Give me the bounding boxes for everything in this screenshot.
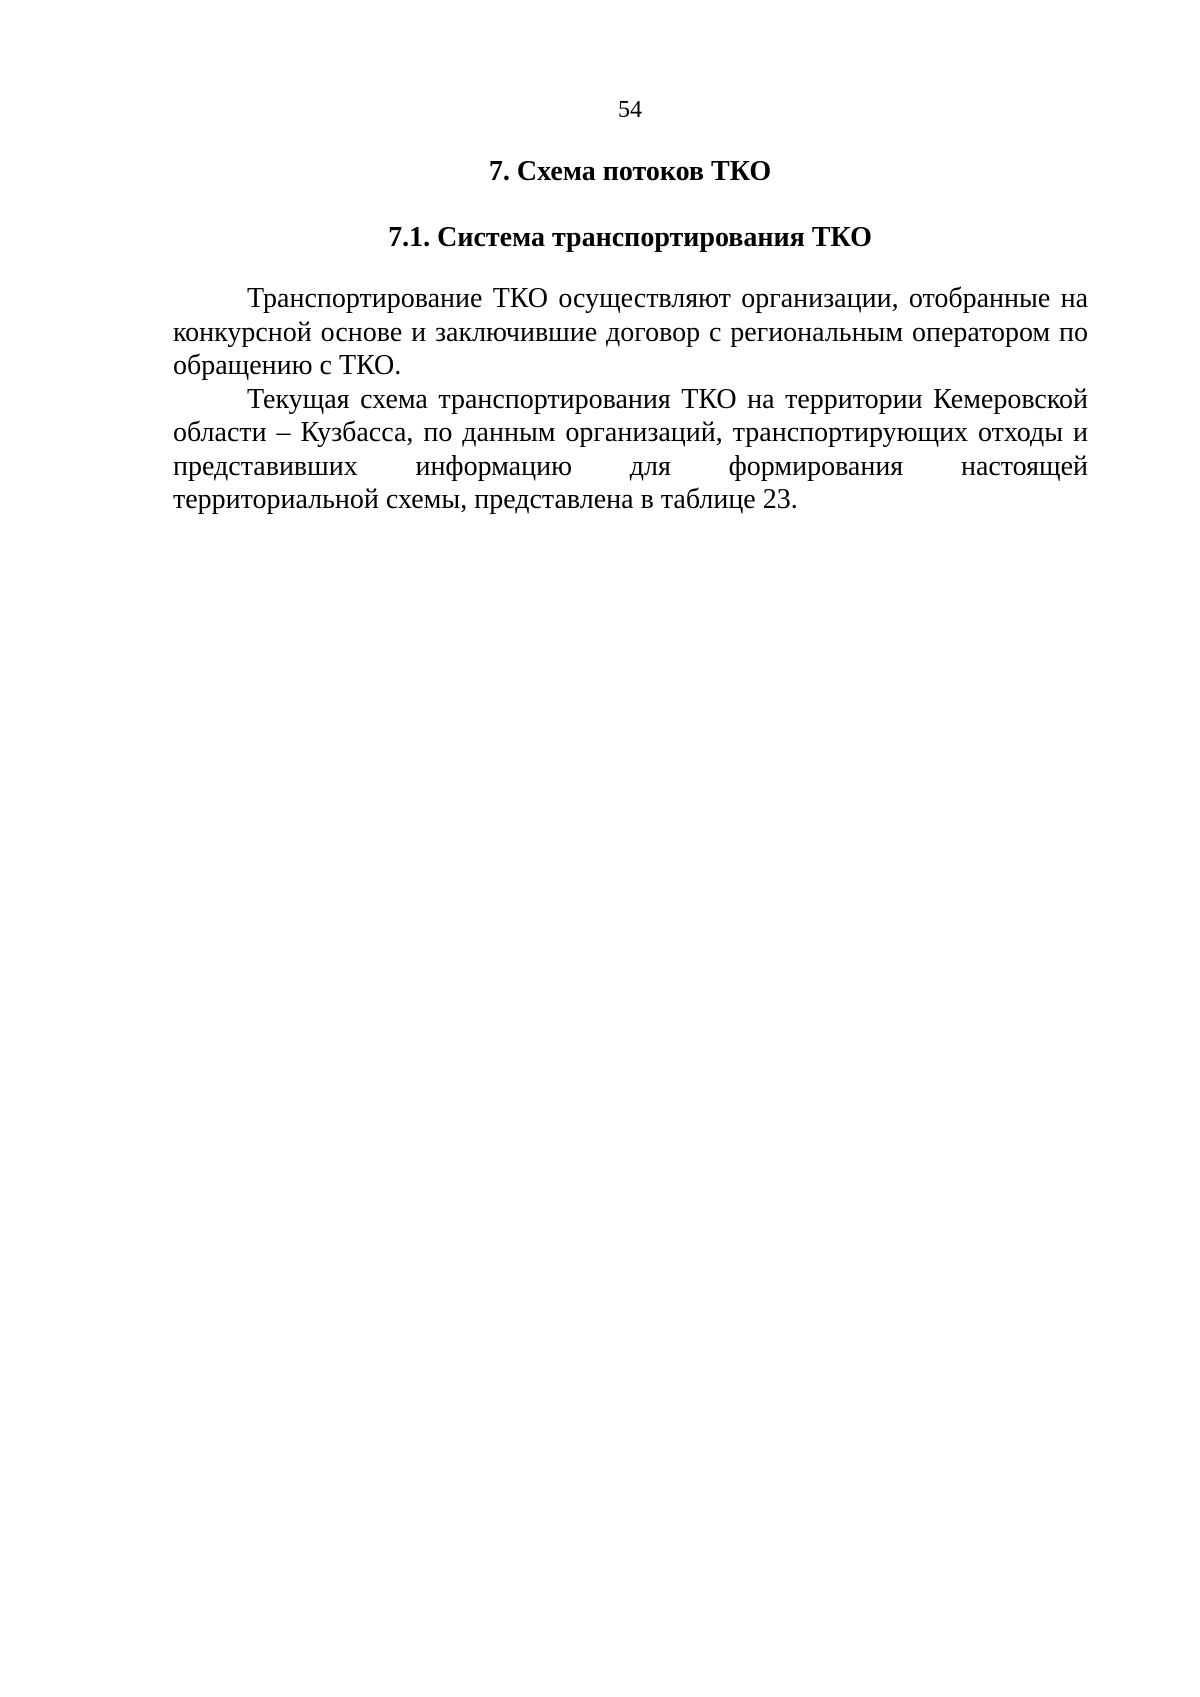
paragraph: Транспортирование ТКО осуществляют организации, отобранные на конкурсной основе и заключившие договор с региональным оператором по обращению с ТКО. — [173, 283, 1088, 381]
subsection-title: 7.1. Система транспортирования ТКО — [388, 222, 872, 253]
body-text — [173, 282, 1088, 517]
paragraph: Текущая схема транспортирования ТКО на территории Кемеровской области – Кузбасса, по данным организаций, транспортирующих отходы и представивших информацию для формирования настоящей территориальной схемы, представлена в таблице 23. — [173, 383, 1088, 515]
page-number: 54 — [618, 97, 642, 123]
section-title: 7. Схема потоков ТКО — [488, 156, 772, 187]
